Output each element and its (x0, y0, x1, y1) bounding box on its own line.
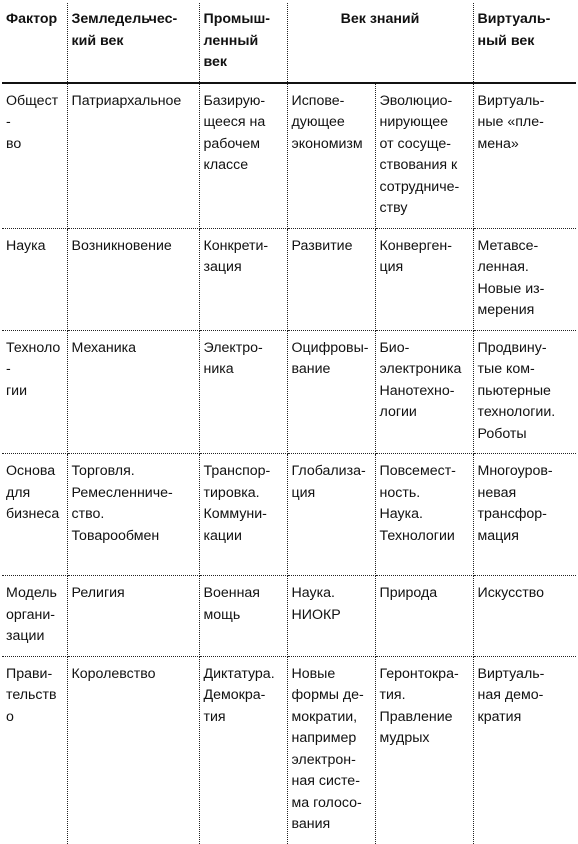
cell-agrarian: Механика (67, 330, 199, 454)
cell-agrarian: Возникновение (67, 228, 199, 330)
cell-virtual: Искусство (473, 576, 576, 657)
cell-industrial: Конкрети- зация (199, 228, 287, 330)
table-row-society (2, 83, 576, 229)
cell-knowledge-b: Конверген- ция (375, 228, 473, 330)
eras-comparison-table (2, 3, 576, 844)
header-knowledge-age: Век знаний (287, 3, 473, 83)
cell-virtual: Метавсе- ленная. Новые из- мерения (473, 228, 576, 330)
cell-industrial: Военная мощь (199, 576, 287, 657)
cell-knowledge-b: Геронтокра- тия. Правление мудрых (375, 656, 473, 844)
cell-agrarian: Религия (67, 576, 199, 657)
header-agrarian-age: Земледельчес- кий век (67, 3, 199, 83)
cell-knowledge-b: Природа (375, 576, 473, 657)
cell-agrarian: Королевство (67, 656, 199, 844)
cell-industrial: Транспор- тировка. Коммуни- кации (199, 454, 287, 576)
cell-industrial: Электро- ника (199, 330, 287, 454)
cell-virtual: Многоуров- невая трансфор- мация (473, 454, 576, 576)
cell-knowledge-a: Развитие (287, 228, 375, 330)
cell-factor: Техноло- гии (2, 330, 67, 454)
cell-knowledge-a: Новые формы де- мократии, например электрон- ная систе- ма голосо- вания (287, 656, 375, 844)
cell-knowledge-b: Эволюцио- нирующее от сосуще- ствования к сотрудниче- ству (375, 83, 473, 229)
table-row-government (2, 656, 576, 844)
cell-factor: Прави- тельство (2, 656, 67, 844)
header-industrial-age: Промыш- ленный век (199, 3, 287, 83)
cell-knowledge-a: Наука. НИОКР (287, 576, 375, 657)
table-row-science (2, 228, 576, 330)
cell-factor: Основа для бизнеса (2, 454, 67, 576)
cell-factor: Общест- во (2, 83, 67, 229)
cell-industrial: Диктатура. Демокра- тия (199, 656, 287, 844)
cell-virtual: Виртуаль- ные «пле- мена» (473, 83, 576, 229)
cell-factor: Наука (2, 228, 67, 330)
cell-virtual: Виртуаль- ная демо- кратия (473, 656, 576, 844)
cell-virtual: Продвину- тые ком- пьютерные технологии. Роботы (473, 330, 576, 454)
cell-knowledge-a: Глобализа- ция (287, 454, 375, 576)
header-row (2, 3, 576, 83)
cell-knowledge-a: Оцифровы- вание (287, 330, 375, 454)
table-row-business-basis (2, 454, 576, 576)
cell-agrarian: Патриархальное (67, 83, 199, 229)
table-body (2, 83, 576, 844)
table-row-organization-model (2, 576, 576, 657)
cell-knowledge-b: Повсемест- ность. Наука. Технологии (375, 454, 473, 576)
cell-factor: Модель органи- зации (2, 576, 67, 657)
cell-knowledge-b: Био- электроника Нанотехно- логии (375, 330, 473, 454)
table-header (2, 3, 576, 83)
header-factor: Фактор (2, 3, 67, 83)
cell-industrial: Базирую- щееся на рабочем классе (199, 83, 287, 229)
cell-agrarian: Торговля. Ремесленниче- ство. Товарообмен (67, 454, 199, 576)
table-row-technology (2, 330, 576, 454)
cell-knowledge-a: Испове- дующее экономизм (287, 83, 375, 229)
header-virtual-age: Виртуаль- ный век (473, 3, 576, 83)
